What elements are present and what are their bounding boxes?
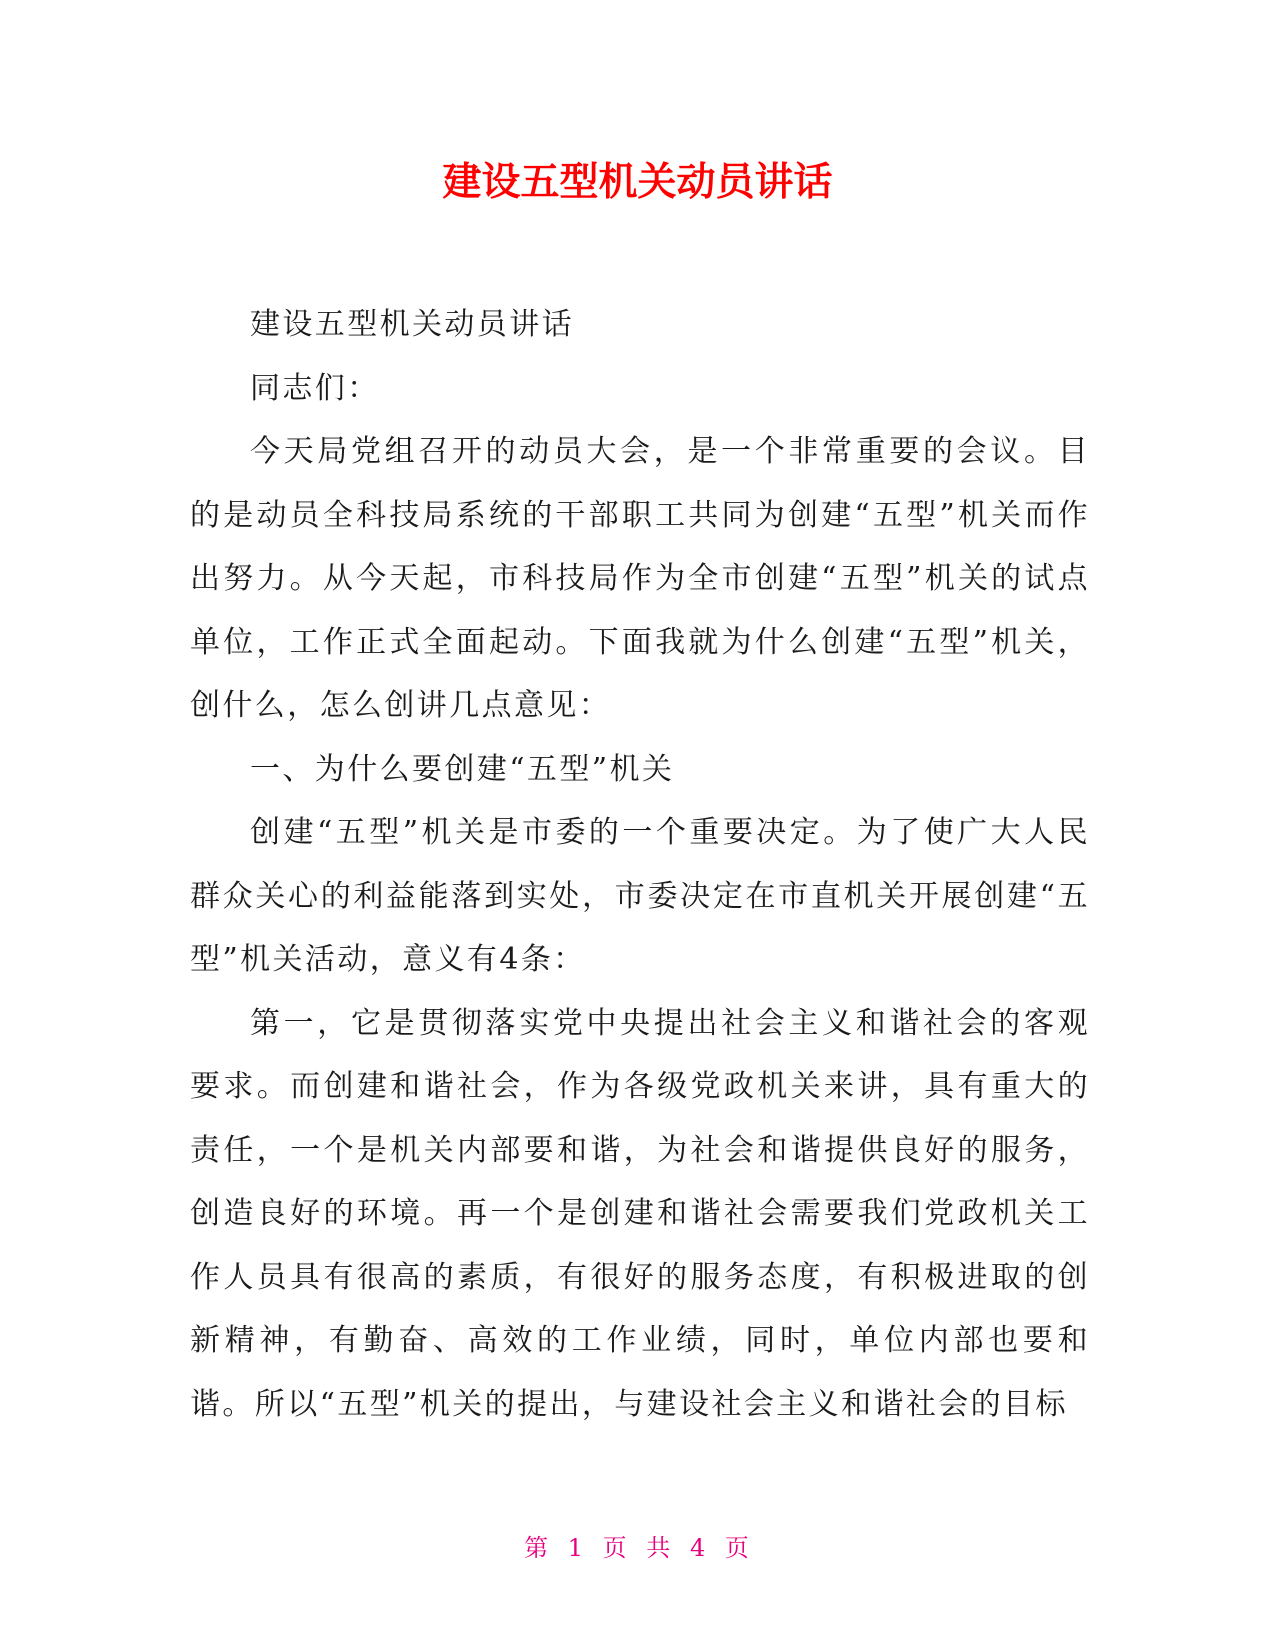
document-title: 建设五型机关动员讲话: [442, 160, 833, 205]
paragraph-section-one: 创建“五型”机关是市委的一个重要决定。为了使广大人民群众关心的利益能落到实处，市委决定在市直机关开展创建“五型”机关活动，意义有4条：: [190, 815, 1090, 977]
document-body: [190, 293, 1090, 1436]
paragraph-point-one: 第一，它是贯彻落实党中央提出社会主义和谐社会的客观要求。而创建和谐社会，作为各级党政机关来讲，具有重大的责任，一个是机关内部要和谐，为社会和谐提供良好的服务，创造良好的环境。再一个是创建和谐社会需要我们党政机关工作人员具有很高的素质，有很好的服务态度，有积极进取的创新精神，有勤奋、高效的工作业绩，同时，单位内部也要和谐。所以“五型”机关的提出，与建设社会主义和谐社会的目标: [190, 1005, 1090, 1422]
paragraph-heading-repeat: 建设五型机关动员讲话: [250, 307, 574, 342]
paragraph-intro: 今天局党组召开的动员大会，是一个非常重要的会议。目的是动员全科技局系统的干部职工共同为创建“五型”机关而作出努力。从今天起，市科技局作为全市创建“五型”机关的试点单位，工作正式全面起动。下面我就为什么创建“五型”机关，创什么，怎么创讲几点意见：: [190, 434, 1090, 723]
page-footer: 第 1 页 共 4 页: [524, 1534, 751, 1562]
section-heading-one: 一、为什么要创建“五型”机关: [250, 751, 675, 787]
paragraph-salutation: 同志们：: [250, 370, 380, 406]
